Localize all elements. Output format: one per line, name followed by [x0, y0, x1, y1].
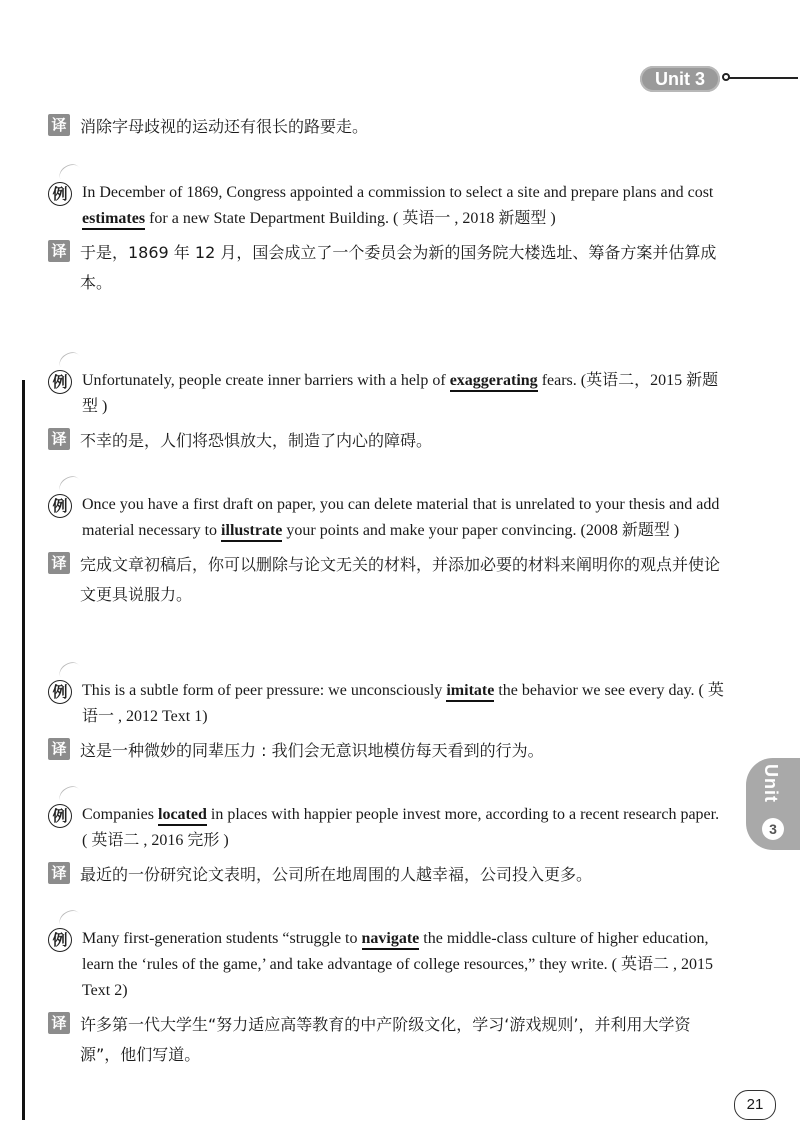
- example-marker-icon: 例: [48, 370, 72, 394]
- example-text-before: Unfortunately, people create inner barriers with a help of: [82, 372, 450, 389]
- example-sentence: [82, 492, 728, 544]
- translation-marker-icon: 译: [48, 240, 70, 262]
- translation-marker-icon: 译: [48, 428, 70, 450]
- translation-marker-icon: 译: [48, 114, 70, 136]
- example-marker-icon: 例: [48, 680, 72, 704]
- example-sentence: [82, 368, 728, 420]
- side-tab-number: 3: [762, 818, 784, 840]
- translation-text: 这是一种微妙的同辈压力 : 我们会无意识地模仿每天看到的行为。: [80, 741, 544, 760]
- translation-marker-icon: 译: [48, 552, 70, 574]
- keyword: located: [158, 806, 207, 826]
- example-block: [48, 368, 728, 456]
- example-sentence: [82, 678, 728, 730]
- example-text-before: This is a subtle form of peer pressure: we unconsciously: [82, 682, 447, 699]
- example-block: [48, 492, 728, 610]
- page-number: 21: [734, 1090, 776, 1120]
- page-spine-rule: [22, 380, 25, 1120]
- example-text-after: for a new State Department Building. ( 英语一 , 2018 新题型 ): [145, 210, 556, 227]
- example-block: [48, 802, 728, 890]
- example-text-after: the middle-class culture of higher education, learn the ‘rules of the game,’ and take advantage of college resources,” they write. ( 英语二 , 2015 Text 2): [82, 930, 714, 999]
- translation-text: 不幸的是，人们将恐惧放大，制造了内心的障碍。: [80, 431, 433, 450]
- header-rule: [728, 77, 798, 79]
- side-unit-tab: [746, 758, 800, 850]
- translation-marker-icon: 译: [48, 862, 70, 884]
- keyword: estimates: [82, 210, 145, 230]
- example-text-after: fears. (英语二，2015 新题型 ): [82, 372, 719, 415]
- example-marker-icon: 例: [48, 804, 72, 828]
- keyword: navigate: [362, 930, 420, 950]
- top-translation-block: [48, 112, 728, 142]
- example-text-before: In December of 1869, Congress appointed a commission to select a site and prepare plans and cost: [82, 184, 714, 201]
- keyword: imitate: [446, 682, 494, 702]
- unit-header: [640, 66, 720, 92]
- translation-text: 最近的一份研究论文表明，公司所在地周围的人越幸福，公司投入更多。: [80, 865, 593, 884]
- example-block: [48, 678, 728, 766]
- example-text-after: the behavior we see every day. ( 英语一 , 2012 Text 1): [82, 682, 724, 725]
- example-text-before: Once you have a first draft on paper, you can delete material that is unrelated to your thesis and add material necessary to: [82, 496, 720, 539]
- side-tab-label: Unit: [761, 764, 781, 803]
- translation-text: 于是，1869 年 12 月，国会成立了一个委员会为新的国务院大楼选址、筹备方案并估算成本。: [80, 243, 717, 292]
- example-marker-icon: 例: [48, 928, 72, 952]
- translation-text: 消除字母歧视的运动还有很长的路要走。: [80, 117, 369, 136]
- unit-label: Unit 3: [640, 66, 720, 92]
- example-text-after: your points and make your paper convincing. (2008 新题型 ): [282, 522, 680, 539]
- example-marker-icon: 例: [48, 182, 72, 206]
- example-block: [48, 926, 728, 1070]
- example-sentence: [82, 926, 728, 1004]
- example-marker-icon: 例: [48, 494, 72, 518]
- example-sentence: [82, 802, 728, 854]
- translation-marker-icon: 译: [48, 1012, 70, 1034]
- translation-marker-icon: 译: [48, 738, 70, 760]
- translation-text: 许多第一代大学生“努力适应高等教育的中产阶级文化，学习‘游戏规则’，并利用大学资源”，他们写道。: [80, 1015, 691, 1064]
- translation-text: 完成文章初稿后，你可以删除与论文无关的材料，并添加必要的材料来阐明你的观点并使论文更具说服力。: [80, 555, 721, 604]
- example-text-before: Many first-generation students “struggle to: [82, 930, 362, 947]
- keyword: illustrate: [221, 522, 282, 542]
- example-block: [48, 180, 728, 298]
- example-text-after: in places with happier people invest more, according to a recent research paper. ( 英语二 , 2016 完形 ): [82, 806, 720, 849]
- example-sentence: [82, 180, 728, 232]
- example-text-before: Companies: [82, 806, 158, 823]
- keyword: exaggerating: [450, 372, 538, 392]
